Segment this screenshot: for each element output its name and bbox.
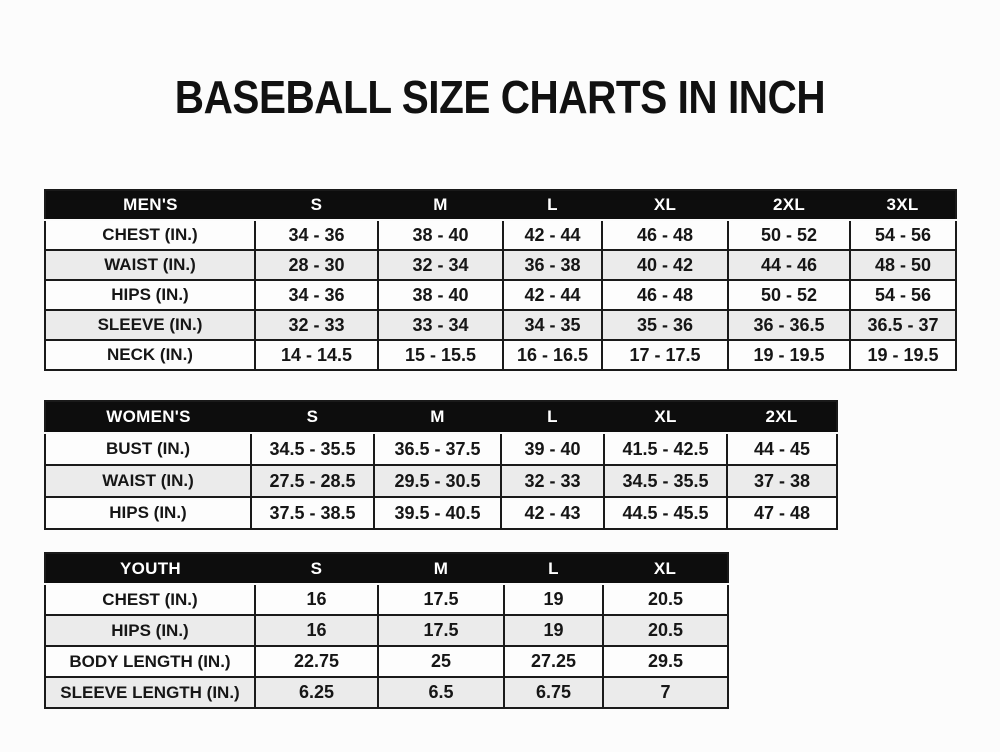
table-header-cell: M (374, 401, 501, 433)
table-header-cell: M (378, 190, 503, 220)
table-header-cell: L (503, 190, 602, 220)
table-row (45, 677, 728, 708)
mens-size-table (44, 189, 957, 371)
size-value-cell: 39 - 40 (501, 433, 604, 465)
size-value-cell: 15 - 15.5 (378, 340, 503, 370)
size-value-cell: 50 - 52 (728, 220, 850, 250)
size-label-cell: BUST (IN.) (45, 433, 251, 465)
youth-size-table (44, 552, 729, 709)
table-header-cell: 3XL (850, 190, 956, 220)
size-value-cell: 6.75 (504, 677, 603, 708)
size-value-cell: 38 - 40 (378, 280, 503, 310)
size-value-cell: 46 - 48 (602, 220, 728, 250)
table-header-cell: S (255, 190, 378, 220)
size-value-cell: 38 - 40 (378, 220, 503, 250)
size-label-cell: HIPS (IN.) (45, 615, 255, 646)
size-label-cell: WAIST (IN.) (45, 250, 255, 280)
youth-header-row (45, 553, 728, 584)
mens-header-row (45, 190, 956, 220)
size-value-cell: 40 - 42 (602, 250, 728, 280)
size-value-cell: 42 - 44 (503, 280, 602, 310)
size-label-cell: WAIST (IN.) (45, 465, 251, 497)
size-value-cell: 16 (255, 615, 378, 646)
size-value-cell: 54 - 56 (850, 280, 956, 310)
size-value-cell: 36 - 36.5 (728, 310, 850, 340)
table-header-cell: 2XL (727, 401, 837, 433)
size-value-cell: 34.5 - 35.5 (604, 465, 727, 497)
table-row (45, 280, 956, 310)
table-row (45, 497, 837, 529)
size-value-cell: 19 (504, 584, 603, 615)
size-value-cell: 35 - 36 (602, 310, 728, 340)
size-value-cell: 34 - 35 (503, 310, 602, 340)
size-value-cell: 17.5 (378, 584, 504, 615)
size-value-cell: 27.5 - 28.5 (251, 465, 374, 497)
size-value-cell: 17.5 (378, 615, 504, 646)
size-value-cell: 17 - 17.5 (602, 340, 728, 370)
table-header-cell: XL (603, 553, 728, 584)
table-row (45, 250, 956, 280)
size-value-cell: 36.5 - 37.5 (374, 433, 501, 465)
size-value-cell: 14 - 14.5 (255, 340, 378, 370)
table-header-cell: XL (602, 190, 728, 220)
size-value-cell: 37 - 38 (727, 465, 837, 497)
size-value-cell: 6.5 (378, 677, 504, 708)
table-header-cell: YOUTH (45, 553, 255, 584)
size-value-cell: 20.5 (603, 615, 728, 646)
table-header-cell: L (501, 401, 604, 433)
size-value-cell: 22.75 (255, 646, 378, 677)
size-label-cell: SLEEVE LENGTH (IN.) (45, 677, 255, 708)
size-label-cell: CHEST (IN.) (45, 220, 255, 250)
size-value-cell: 19 - 19.5 (728, 340, 850, 370)
size-value-cell: 36 - 38 (503, 250, 602, 280)
size-value-cell: 27.25 (504, 646, 603, 677)
size-value-cell: 44 - 45 (727, 433, 837, 465)
size-value-cell: 32 - 33 (255, 310, 378, 340)
size-value-cell: 41.5 - 42.5 (604, 433, 727, 465)
size-value-cell: 29.5 - 30.5 (374, 465, 501, 497)
size-label-cell: HIPS (IN.) (45, 497, 251, 529)
size-value-cell: 16 (255, 584, 378, 615)
size-value-cell: 36.5 - 37 (850, 310, 956, 340)
size-value-cell: 39.5 - 40.5 (374, 497, 501, 529)
table-header-cell: S (255, 553, 378, 584)
size-label-cell: NECK (IN.) (45, 340, 255, 370)
table-row (45, 584, 728, 615)
size-value-cell: 42 - 44 (503, 220, 602, 250)
size-value-cell: 44 - 46 (728, 250, 850, 280)
size-value-cell: 37.5 - 38.5 (251, 497, 374, 529)
size-value-cell: 32 - 33 (501, 465, 604, 497)
table-header-cell: M (378, 553, 504, 584)
page-title: BASEBALL SIZE CHARTS IN INCH (174, 71, 826, 123)
table-row (45, 615, 728, 646)
size-value-cell: 34.5 - 35.5 (251, 433, 374, 465)
size-label-cell: HIPS (IN.) (45, 280, 255, 310)
size-value-cell: 50 - 52 (728, 280, 850, 310)
size-value-cell: 46 - 48 (602, 280, 728, 310)
table-header-cell: XL (604, 401, 727, 433)
table-header-cell: WOMEN'S (45, 401, 251, 433)
size-value-cell: 16 - 16.5 (503, 340, 602, 370)
table-row (45, 340, 956, 370)
table-header-cell: MEN'S (45, 190, 255, 220)
table-row (45, 646, 728, 677)
size-value-cell: 32 - 34 (378, 250, 503, 280)
size-value-cell: 48 - 50 (850, 250, 956, 280)
table-row (45, 310, 956, 340)
table-header-cell: S (251, 401, 374, 433)
size-value-cell: 19 (504, 615, 603, 646)
table-row (45, 433, 837, 465)
size-value-cell: 34 - 36 (255, 280, 378, 310)
womens-header-row (45, 401, 837, 433)
size-value-cell: 33 - 34 (378, 310, 503, 340)
table-header-cell: 2XL (728, 190, 850, 220)
size-value-cell: 6.25 (255, 677, 378, 708)
size-label-cell: SLEEVE (IN.) (45, 310, 255, 340)
table-header-cell: L (504, 553, 603, 584)
table-row (45, 465, 837, 497)
size-value-cell: 28 - 30 (255, 250, 378, 280)
size-label-cell: CHEST (IN.) (45, 584, 255, 615)
table-row (45, 220, 956, 250)
size-value-cell: 25 (378, 646, 504, 677)
size-value-cell: 44.5 - 45.5 (604, 497, 727, 529)
size-value-cell: 54 - 56 (850, 220, 956, 250)
size-value-cell: 34 - 36 (255, 220, 378, 250)
size-value-cell: 47 - 48 (727, 497, 837, 529)
womens-size-table (44, 400, 838, 530)
size-value-cell: 42 - 43 (501, 497, 604, 529)
size-value-cell: 19 - 19.5 (850, 340, 956, 370)
size-value-cell: 29.5 (603, 646, 728, 677)
size-value-cell: 7 (603, 677, 728, 708)
size-value-cell: 20.5 (603, 584, 728, 615)
size-label-cell: BODY LENGTH (IN.) (45, 646, 255, 677)
